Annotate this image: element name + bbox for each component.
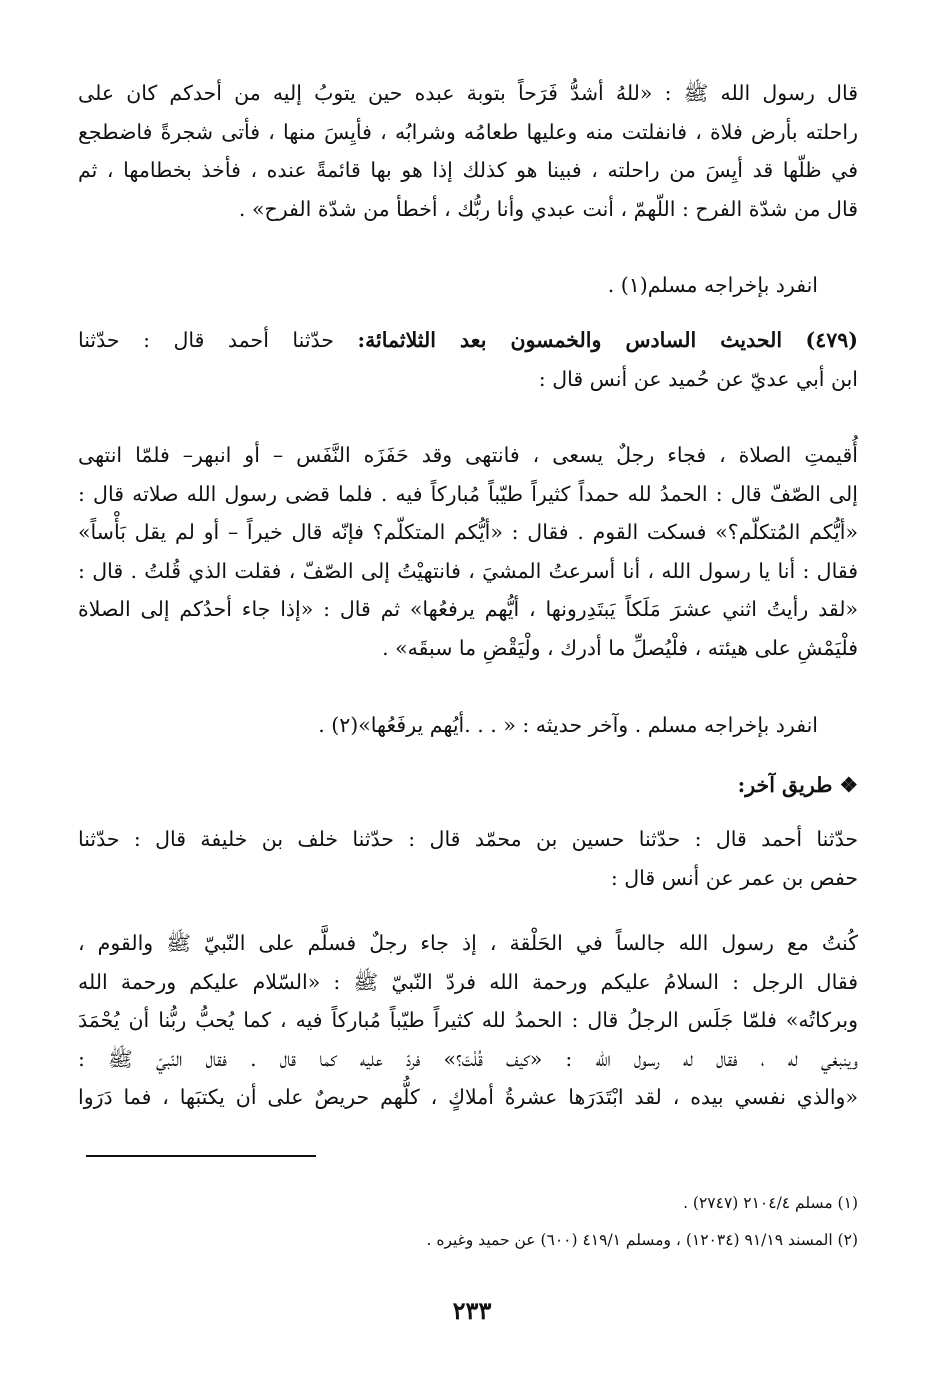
text-line: فلْيَمْشِ على هيئته ، فلْيُصلِّ ما أدرك ، ولْيَقْضِ ما سبقَه» .: [382, 635, 858, 660]
paragraph-isnad: [78, 820, 858, 897]
hadith-title: الحديث السادس والخمسون بعد الثلاثمائة:: [357, 328, 783, 352]
text-line: كُنتُ مع رسول الله جالساً في الحَلْقة ، إذ جاء رجلٌ فسلَّم على النّبيّ ﷺ والقوم ،: [78, 931, 858, 955]
hadith-heading-479: [78, 321, 858, 398]
text-line: قال رسول الله ﷺ : «للهُ أشدُّ فَرَحاً بتوبة عبده حين يتوبُ إليه من أحدكم كان على: [78, 81, 858, 105]
text-line: حفص بن عمر عن أنس قال :: [610, 865, 858, 890]
text-line: «والذي نفسي بيده ، لقد ابْتَدَرَها عشرةُ أملاكٍ ، كلُّهم حريصٌ على أن يكتبَها ، فما دَرَوا: [78, 1085, 858, 1109]
text-line: انفرد بإخراجه مسلم . وآخر حديثه : « . . .أيُهم يرفَعُها»(٢) .: [318, 713, 818, 737]
tariq-heading: ❖ طريق آخر:: [737, 773, 858, 797]
heading-line: [78, 321, 858, 360]
narration-note: [78, 706, 818, 745]
text-line: انفرد بإخراجه مسلم(١) .: [607, 273, 818, 297]
text-line: قال من شدّة الفرح : اللّهمّ ، أنت عبدي وأنا ربُّك ، أخطأ من شدّة الفرح» .: [238, 196, 858, 221]
isnad-start: حدّثنا أحمد قال : حدّثنا: [78, 328, 334, 352]
text-line: «أيُّكم المُتكلّم؟» فسكت القوم . فقال : «أيُّكم المتكلّم؟ فإنّه قال خيراً – أو لم يقل بَأْساً»: [78, 520, 858, 544]
narration-note: [78, 266, 818, 305]
footnote-1: (١) مسلم ٢١٠٤/٤ (٢٧٤٧) .: [683, 1194, 858, 1212]
page-number: ٢٣٣: [452, 1296, 492, 1325]
text-line: «لقد رأيتُ اثني عشرَ مَلَكاً يَبتَدِرونها ، أيُّهم يرفعُها» ثم قال : «إذا جاء أحدُكم إلى الصلاة: [78, 597, 858, 621]
text-line: في ظلّها قد أيِسَ من راحلته ، فبينا هو كذلك إذا هو بها قائمةً عنده ، فأخذ بخطامها ، ثم: [78, 158, 858, 182]
hadith-number: (٤٧٩): [805, 328, 858, 352]
text-line: راحلته بأرض فلاة ، فانفلتت منه وعليها طعامُه وشرابُه ، فأيِسَ منها ، فأتى شجرةً فاضطجع: [78, 119, 858, 144]
text-line: وبركاتُه» فلمّا جَلَس الرجلُ قال : الحمدُ لله كثيراً طيّباً مُباركاً فيه ، كما يُحبُّ ربُّنا أن يُحْمَدَ: [78, 1008, 858, 1032]
footnote-divider: [86, 1155, 316, 1157]
text-line: فقال : أنا يا رسول الله ، أنا أسرعتُ المشيَ ، فانتهيْتُ إلى الصّفّ ، فقلت الذي قُلتُ . قال :: [78, 558, 858, 583]
footnote-2: (٢) المسند ٩١/١٩ (١٢٠٣٤) ، ومسلم ٤١٩/١ (٦٠٠) عن حميد وغيره .: [426, 1231, 858, 1249]
paragraph-hadith-prayer: [78, 436, 858, 667]
paragraph-hadith-greeting: [78, 924, 858, 1117]
section-heading: [78, 766, 858, 805]
text-line: أُقيمتِ الصلاة ، فجاء رجلٌ يسعى ، فانتهى وقد حَفَزَه النَّفَس – أو انبهر– فلمّا انتهى: [78, 443, 858, 467]
paragraph-hadith-joy: [78, 74, 858, 228]
text-line: حدّثنا أحمد قال : حدّثنا حسين بن محمّد قال : حدّثنا خلف بن خليفة قال : حدّثنا: [78, 827, 858, 851]
text-line: وينبغي له ، فقال له رسول الله : «كيف قُلْتَ؟» فردّ عليه كما قال . فقال النّبيّ ﷺ :: [78, 1046, 858, 1071]
text-line: ابن أبي عديّ عن حُميد عن أنس قال :: [538, 366, 858, 391]
text-line: إلى الصّفّ قال : الحمدُ لله حمداً كثيراً طيّباً مُباركاً فيه . فلما قضى رسول الله صلاته قال :: [78, 481, 858, 506]
text-line: فقال الرجل : السلامُ عليكم ورحمة الله فردّ النّبيّ ﷺ : «السّلام عليكم ورحمة الله: [78, 969, 858, 994]
